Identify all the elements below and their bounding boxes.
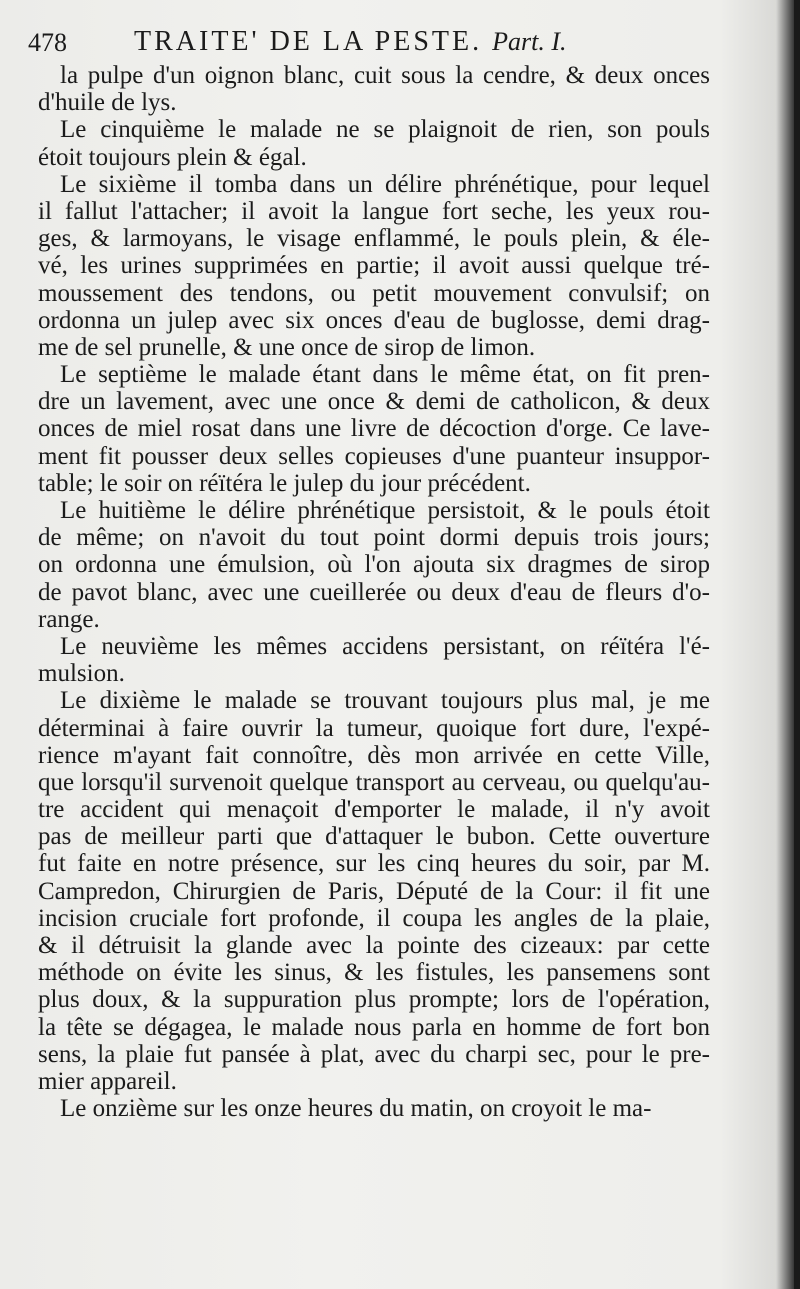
text-line: table; le soir on réïtéra le julep du jour précédent. xyxy=(38,469,531,497)
text-line: ment fit pousser deux selles copieuses d'une puanteur insuppor- xyxy=(38,442,710,470)
text-line: ges, & larmoyans, le visage enflammé, le pouls plein, & éle- xyxy=(38,225,710,253)
paragraph xyxy=(38,687,710,1095)
text-line: mulsion. xyxy=(38,660,125,688)
text-line: me de sel prunelle, & une once de sirop de limon. xyxy=(38,333,536,361)
paragraph xyxy=(38,62,710,117)
text-line: incision cruciale fort profonde, il coupa les angles de la plaie, xyxy=(38,904,710,932)
paragraph xyxy=(60,1095,710,1122)
body-text xyxy=(38,62,710,1123)
text-line: de pavot blanc, avec une cueillerée ou deux d'eau de fleurs d'o- xyxy=(38,578,710,606)
text-line: rience m'ayant fait connoître, dès mon arrivée en cette Ville, xyxy=(38,741,710,769)
text-line: Le cinquième le malade ne se plaignoit de rien, son pouls xyxy=(60,116,710,144)
running-title-main: TRAITE' DE LA PESTE. xyxy=(134,26,483,57)
text-line: plus doux, & la suppuration plus prompte; lors de l'opération, xyxy=(38,986,710,1014)
text-line: la pulpe d'un oignon blanc, cuit sous la cendre, & deux onces xyxy=(60,62,710,89)
text-line: Le sixième il tomba dans un délire phrénétique, pour lequel xyxy=(60,170,710,198)
text-line: & il détruisit la glande avec la pointe des cizeaux: par cette xyxy=(38,932,710,959)
running-title xyxy=(134,26,567,58)
text-line: mier appareil. xyxy=(38,1067,177,1095)
paragraph xyxy=(38,170,710,361)
text-line: sens, la plaie fut pansée à plat, avec du charpi sec, pour le pre- xyxy=(38,1040,710,1068)
text-line: méthode on évite les sinus, & les fistules, les pansemens sont xyxy=(38,959,710,987)
text-line: range. xyxy=(38,605,100,633)
text-line: Le neuvième les mêmes accidens persistant, on réïtéra l'é- xyxy=(60,632,710,660)
text-line: dre un lavement, avec une once & demi de catholicon, & deux xyxy=(38,388,710,416)
text-line: onces de miel rosat dans une livre de décoction d'orge. Ce lave- xyxy=(38,415,710,443)
text-line: tre accident qui menaçoit d'emporter le malade, il n'y avoit xyxy=(38,796,710,824)
text-line: moussement des tendons, ou petit mouvement convulsif; on xyxy=(38,279,710,307)
text-line: Le septième le malade étant dans le même état, on fit pren- xyxy=(60,361,710,389)
paragraph xyxy=(38,632,710,688)
text-line: d'huile de lys. xyxy=(38,89,177,117)
text-line: on ordonna une émulsion, où l'on ajouta six dragmes de sirop xyxy=(38,551,710,579)
paragraph xyxy=(38,116,710,171)
paragraph xyxy=(38,361,710,497)
page-header xyxy=(28,26,688,66)
text-line: étoit toujours plein & égal. xyxy=(38,143,307,171)
text-line: que lorsqu'il survenoit quelque transport au cerveau, ou quelqu'au- xyxy=(38,768,710,796)
page-number: 478 xyxy=(28,28,67,57)
text-line: il fallut l'attacher; il avoit la langue fort seche, les yeux rou- xyxy=(38,197,710,225)
text-line: ordonna un julep avec six onces d'eau de buglosse, demi drag- xyxy=(38,306,710,334)
text-line: Le onzième sur les onze heures du matin, on croyoit le ma- xyxy=(60,1095,652,1123)
text-line: la tête se dégagea, le malade nous parla en homme de fort bon xyxy=(38,1013,710,1041)
text-line: déterminai à faire ouvrir la tumeur, quoique fort dure, l'expé- xyxy=(38,714,710,742)
text-line: pas de meilleur parti que d'attaquer le bubon. Cette ouverture xyxy=(38,823,710,851)
page-edge-shadow xyxy=(794,0,800,1289)
text-line: Le dixième le malade se trouvant toujours plus mal, je me xyxy=(60,687,710,715)
text-line: de même; on n'avoit du tout point dormi depuis trois jours; xyxy=(38,524,710,552)
text-line: Le huitième le délire phrénétique persistoit, & le pouls étoit xyxy=(60,497,710,524)
text-line: Campredon, Chirurgien de Paris, Député de la Cour: il fit une xyxy=(38,877,710,905)
paragraph xyxy=(38,497,710,633)
text-line: vé, les urines supprimées en partie; il avoit aussi quelque tré- xyxy=(38,252,710,280)
running-title-part: Part. I. xyxy=(492,27,567,56)
text-line: fut faite en notre présence, sur les cinq heures du soir, par M. xyxy=(38,850,710,878)
